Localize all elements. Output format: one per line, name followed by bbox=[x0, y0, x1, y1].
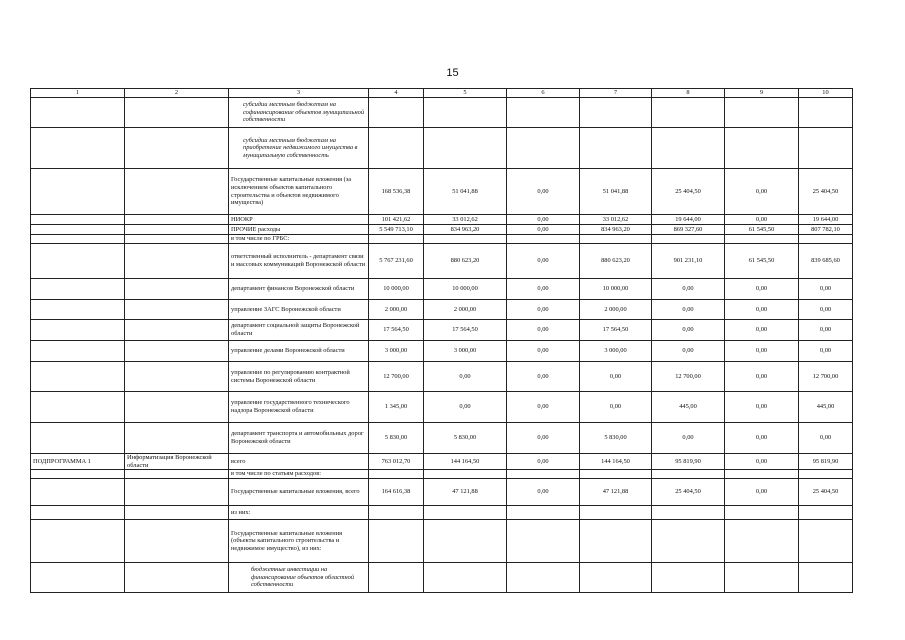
header-cell: 10 bbox=[799, 89, 853, 98]
value-cell: 17 564,50 bbox=[369, 320, 424, 341]
value-cell bbox=[652, 98, 725, 128]
value-cell: 33 012,62 bbox=[424, 215, 507, 225]
value-cell: 839 685,60 bbox=[799, 244, 853, 279]
value-cell: 807 782,10 bbox=[799, 225, 853, 235]
value-cell: 10 000,00 bbox=[580, 279, 652, 300]
table-row bbox=[31, 362, 853, 392]
table-row bbox=[31, 244, 853, 279]
value-cell: 5 549 713,10 bbox=[369, 225, 424, 235]
table-row bbox=[31, 128, 853, 169]
value-cell: 880 623,20 bbox=[580, 244, 652, 279]
value-cell bbox=[369, 235, 424, 244]
value-cell bbox=[369, 520, 424, 563]
value-cell bbox=[369, 506, 424, 520]
table-row bbox=[31, 300, 853, 320]
value-cell bbox=[424, 128, 507, 169]
value-cell bbox=[725, 98, 799, 128]
program-cell bbox=[31, 169, 125, 215]
value-cell: 0,00 bbox=[652, 320, 725, 341]
expense-label-cell: управление ЗАГС Воронежской области bbox=[229, 300, 369, 320]
value-cell bbox=[580, 128, 652, 169]
value-cell bbox=[652, 470, 725, 479]
value-cell: 0,00 bbox=[652, 423, 725, 454]
table-row bbox=[31, 225, 853, 235]
value-cell: 10 000,00 bbox=[369, 279, 424, 300]
value-cell: 0,00 bbox=[725, 479, 799, 506]
value-cell: 19 644,00 bbox=[799, 215, 853, 225]
expense-label-cell: Государственные капитальные вложения, всего bbox=[229, 479, 369, 506]
value-cell: 0,00 bbox=[652, 279, 725, 300]
value-cell: 5 830,00 bbox=[369, 423, 424, 454]
program-cell bbox=[31, 423, 125, 454]
value-cell: 0,00 bbox=[652, 300, 725, 320]
expense-label-cell: департамент финансов Воронежской области bbox=[229, 279, 369, 300]
expense-label-cell: в том числе по ГРБС: bbox=[229, 235, 369, 244]
value-cell: 0,00 bbox=[507, 392, 580, 423]
value-cell: 0,00 bbox=[424, 392, 507, 423]
value-cell: 47 121,88 bbox=[424, 479, 507, 506]
name-cell bbox=[125, 244, 229, 279]
header-cell: 2 bbox=[125, 89, 229, 98]
value-cell bbox=[369, 98, 424, 128]
name-cell bbox=[125, 169, 229, 215]
header-cell: 6 bbox=[507, 89, 580, 98]
value-cell: 12 700,00 bbox=[799, 362, 853, 392]
value-cell: 0,00 bbox=[507, 320, 580, 341]
table-row bbox=[31, 520, 853, 563]
value-cell bbox=[652, 128, 725, 169]
value-cell: 0,00 bbox=[580, 392, 652, 423]
value-cell bbox=[424, 98, 507, 128]
expense-label-cell: субсидии местным бюджетам на приобретение недвижимого имущества в муниципальную собственность bbox=[229, 128, 369, 169]
program-cell bbox=[31, 235, 125, 244]
table-row bbox=[31, 98, 853, 128]
value-cell: 25 404,50 bbox=[652, 169, 725, 215]
table-row bbox=[31, 563, 853, 593]
budget-table bbox=[30, 88, 853, 593]
header-row bbox=[31, 89, 853, 98]
value-cell: 3 000,00 bbox=[369, 341, 424, 362]
value-cell: 51 041,88 bbox=[424, 169, 507, 215]
program-cell bbox=[31, 215, 125, 225]
value-cell: 47 121,88 bbox=[580, 479, 652, 506]
value-cell: 2 000,00 bbox=[424, 300, 507, 320]
value-cell: 0,00 bbox=[507, 362, 580, 392]
value-cell: 51 041,88 bbox=[580, 169, 652, 215]
expense-label-cell: управление государственного технического надзора Воронежской области bbox=[229, 392, 369, 423]
expense-label-cell: субсидии местным бюджетам на софинансирование объектов муниципальной собственности bbox=[229, 98, 369, 128]
name-cell bbox=[125, 392, 229, 423]
value-cell bbox=[799, 235, 853, 244]
value-cell: 0,00 bbox=[725, 279, 799, 300]
value-cell bbox=[424, 506, 507, 520]
expense-label-cell: НИОКР bbox=[229, 215, 369, 225]
value-cell: 0,00 bbox=[799, 279, 853, 300]
value-cell bbox=[507, 520, 580, 563]
program-cell bbox=[31, 392, 125, 423]
value-cell bbox=[507, 506, 580, 520]
value-cell: 834 963,20 bbox=[580, 225, 652, 235]
program-cell bbox=[31, 479, 125, 506]
value-cell bbox=[424, 520, 507, 563]
header-cell: 8 bbox=[652, 89, 725, 98]
value-cell: 0,00 bbox=[799, 423, 853, 454]
expense-label-cell: управление по регулированию контрактной системы Воронежской области bbox=[229, 362, 369, 392]
value-cell bbox=[580, 506, 652, 520]
table-row bbox=[31, 479, 853, 506]
value-cell: 164 616,38 bbox=[369, 479, 424, 506]
value-cell: 0,00 bbox=[799, 320, 853, 341]
value-cell: 10 000,00 bbox=[424, 279, 507, 300]
table-row bbox=[31, 215, 853, 225]
value-cell: 0,00 bbox=[725, 423, 799, 454]
value-cell: 25 404,50 bbox=[652, 479, 725, 506]
value-cell bbox=[725, 563, 799, 593]
value-cell: 168 536,38 bbox=[369, 169, 424, 215]
value-cell: 0,00 bbox=[507, 300, 580, 320]
name-cell bbox=[125, 506, 229, 520]
table-row bbox=[31, 423, 853, 454]
value-cell: 0,00 bbox=[725, 392, 799, 423]
value-cell: 12 700,00 bbox=[652, 362, 725, 392]
value-cell: 0,00 bbox=[507, 215, 580, 225]
value-cell: 25 404,50 bbox=[799, 169, 853, 215]
expense-label-cell: ответственный исполнитель - департамент связи и массовых коммуникаций Воронежской области bbox=[229, 244, 369, 279]
value-cell: 144 164,50 bbox=[424, 454, 507, 470]
value-cell: 869 327,60 bbox=[652, 225, 725, 235]
value-cell: 5 830,00 bbox=[580, 423, 652, 454]
page-number: 15 bbox=[446, 67, 459, 79]
value-cell bbox=[799, 470, 853, 479]
table-row bbox=[31, 341, 853, 362]
name-cell bbox=[125, 563, 229, 593]
value-cell bbox=[580, 563, 652, 593]
value-cell: 3 000,00 bbox=[580, 341, 652, 362]
expense-label-cell: управление делами Воронежской области bbox=[229, 341, 369, 362]
value-cell bbox=[652, 506, 725, 520]
value-cell bbox=[507, 563, 580, 593]
value-cell: 2 000,00 bbox=[369, 300, 424, 320]
program-cell: ПОДПРОГРАММА 1 bbox=[31, 454, 125, 470]
value-cell: 2 000,00 bbox=[580, 300, 652, 320]
name-cell bbox=[125, 362, 229, 392]
value-cell: 61 545,50 bbox=[725, 225, 799, 235]
value-cell: 0,00 bbox=[507, 454, 580, 470]
value-cell bbox=[507, 128, 580, 169]
value-cell bbox=[507, 98, 580, 128]
table-row bbox=[31, 279, 853, 300]
expense-label-cell: Государственные капитальные вложения (объекты капитального строительства и недвижимое имущество), из них: bbox=[229, 520, 369, 563]
program-cell bbox=[31, 279, 125, 300]
value-cell bbox=[799, 506, 853, 520]
name-cell bbox=[125, 300, 229, 320]
header-cell: 9 bbox=[725, 89, 799, 98]
value-cell: 19 644,00 bbox=[652, 215, 725, 225]
value-cell bbox=[507, 470, 580, 479]
value-cell: 834 963,20 bbox=[424, 225, 507, 235]
value-cell bbox=[725, 128, 799, 169]
value-cell bbox=[580, 470, 652, 479]
name-cell bbox=[125, 341, 229, 362]
program-cell bbox=[31, 506, 125, 520]
program-cell bbox=[31, 244, 125, 279]
name-cell bbox=[125, 320, 229, 341]
table-row bbox=[31, 454, 853, 470]
value-cell: 3 000,00 bbox=[424, 341, 507, 362]
value-cell bbox=[652, 520, 725, 563]
value-cell: 445,00 bbox=[652, 392, 725, 423]
program-cell bbox=[31, 341, 125, 362]
name-cell bbox=[125, 520, 229, 563]
value-cell: 0,00 bbox=[799, 300, 853, 320]
expense-label-cell: ПРОЧИЕ расходы bbox=[229, 225, 369, 235]
value-cell bbox=[799, 563, 853, 593]
expense-label-cell: департамент транспорта и автомобильных дорог Воронежской области bbox=[229, 423, 369, 454]
name-cell: Информатизация Воронежской области bbox=[125, 454, 229, 470]
value-cell: 0,00 bbox=[725, 341, 799, 362]
value-cell bbox=[725, 235, 799, 244]
program-cell bbox=[31, 362, 125, 392]
value-cell: 25 404,50 bbox=[799, 479, 853, 506]
name-cell bbox=[125, 215, 229, 225]
value-cell bbox=[725, 520, 799, 563]
value-cell: 0,00 bbox=[725, 215, 799, 225]
table-row bbox=[31, 470, 853, 479]
value-cell: 0,00 bbox=[725, 362, 799, 392]
value-cell bbox=[424, 470, 507, 479]
value-cell bbox=[799, 98, 853, 128]
expense-label-cell: Государственные капитальные вложения (за исключением объектов капитального строительства и объектов недвижимого имущества) bbox=[229, 169, 369, 215]
value-cell bbox=[652, 235, 725, 244]
value-cell: 0,00 bbox=[507, 479, 580, 506]
expense-label-cell: департамент социальной защиты Воронежской области bbox=[229, 320, 369, 341]
value-cell: 144 164,50 bbox=[580, 454, 652, 470]
program-cell bbox=[31, 320, 125, 341]
value-cell: 101 421,62 bbox=[369, 215, 424, 225]
value-cell bbox=[799, 520, 853, 563]
table-row bbox=[31, 169, 853, 215]
value-cell: 33 012,62 bbox=[580, 215, 652, 225]
program-cell bbox=[31, 98, 125, 128]
expense-label-cell: в том числе по статьям расходов: bbox=[229, 470, 369, 479]
value-cell bbox=[580, 98, 652, 128]
expense-label-cell: бюджетные инвестиции на финансирование объектов областной собственности bbox=[229, 563, 369, 593]
value-cell bbox=[369, 563, 424, 593]
value-cell bbox=[507, 235, 580, 244]
expense-label-cell: всего bbox=[229, 454, 369, 470]
value-cell: 0,00 bbox=[725, 320, 799, 341]
value-cell: 0,00 bbox=[652, 341, 725, 362]
value-cell: 0,00 bbox=[580, 362, 652, 392]
value-cell: 17 564,50 bbox=[424, 320, 507, 341]
program-cell bbox=[31, 563, 125, 593]
program-cell bbox=[31, 128, 125, 169]
table-row bbox=[31, 320, 853, 341]
value-cell: 5 767 231,60 bbox=[369, 244, 424, 279]
header-cell: 3 bbox=[229, 89, 369, 98]
value-cell: 0,00 bbox=[507, 423, 580, 454]
value-cell bbox=[580, 520, 652, 563]
value-cell: 1 345,00 bbox=[369, 392, 424, 423]
name-cell bbox=[125, 128, 229, 169]
value-cell bbox=[369, 128, 424, 169]
program-cell bbox=[31, 300, 125, 320]
name-cell bbox=[125, 470, 229, 479]
name-cell bbox=[125, 279, 229, 300]
table-row bbox=[31, 235, 853, 244]
value-cell: 880 623,20 bbox=[424, 244, 507, 279]
value-cell bbox=[652, 563, 725, 593]
header-cell: 4 bbox=[369, 89, 424, 98]
value-cell: 0,00 bbox=[507, 169, 580, 215]
value-cell: 0,00 bbox=[725, 300, 799, 320]
value-cell: 445,00 bbox=[799, 392, 853, 423]
value-cell: 0,00 bbox=[799, 341, 853, 362]
header-cell: 1 bbox=[31, 89, 125, 98]
value-cell: 0,00 bbox=[725, 454, 799, 470]
name-cell bbox=[125, 235, 229, 244]
expense-label-cell: из них: bbox=[229, 506, 369, 520]
value-cell: 0,00 bbox=[424, 362, 507, 392]
header-cell: 7 bbox=[580, 89, 652, 98]
value-cell bbox=[369, 470, 424, 479]
name-cell bbox=[125, 423, 229, 454]
program-cell bbox=[31, 225, 125, 235]
value-cell: 763 012,70 bbox=[369, 454, 424, 470]
value-cell: 12 700,00 bbox=[369, 362, 424, 392]
table-row bbox=[31, 506, 853, 520]
value-cell: 5 830,00 bbox=[424, 423, 507, 454]
value-cell: 95 819,90 bbox=[652, 454, 725, 470]
value-cell: 0,00 bbox=[507, 244, 580, 279]
value-cell bbox=[424, 235, 507, 244]
value-cell bbox=[725, 470, 799, 479]
value-cell bbox=[725, 506, 799, 520]
header-cell: 5 bbox=[424, 89, 507, 98]
value-cell: 17 564,50 bbox=[580, 320, 652, 341]
value-cell: 0,00 bbox=[725, 169, 799, 215]
value-cell: 61 545,50 bbox=[725, 244, 799, 279]
value-cell bbox=[424, 563, 507, 593]
value-cell bbox=[580, 235, 652, 244]
value-cell: 0,00 bbox=[507, 279, 580, 300]
value-cell: 901 231,10 bbox=[652, 244, 725, 279]
value-cell bbox=[799, 128, 853, 169]
value-cell: 95 819,90 bbox=[799, 454, 853, 470]
table-row bbox=[31, 392, 853, 423]
value-cell: 0,00 bbox=[507, 225, 580, 235]
name-cell bbox=[125, 479, 229, 506]
program-cell bbox=[31, 470, 125, 479]
name-cell bbox=[125, 225, 229, 235]
name-cell bbox=[125, 98, 229, 128]
value-cell: 0,00 bbox=[507, 341, 580, 362]
program-cell bbox=[31, 520, 125, 563]
